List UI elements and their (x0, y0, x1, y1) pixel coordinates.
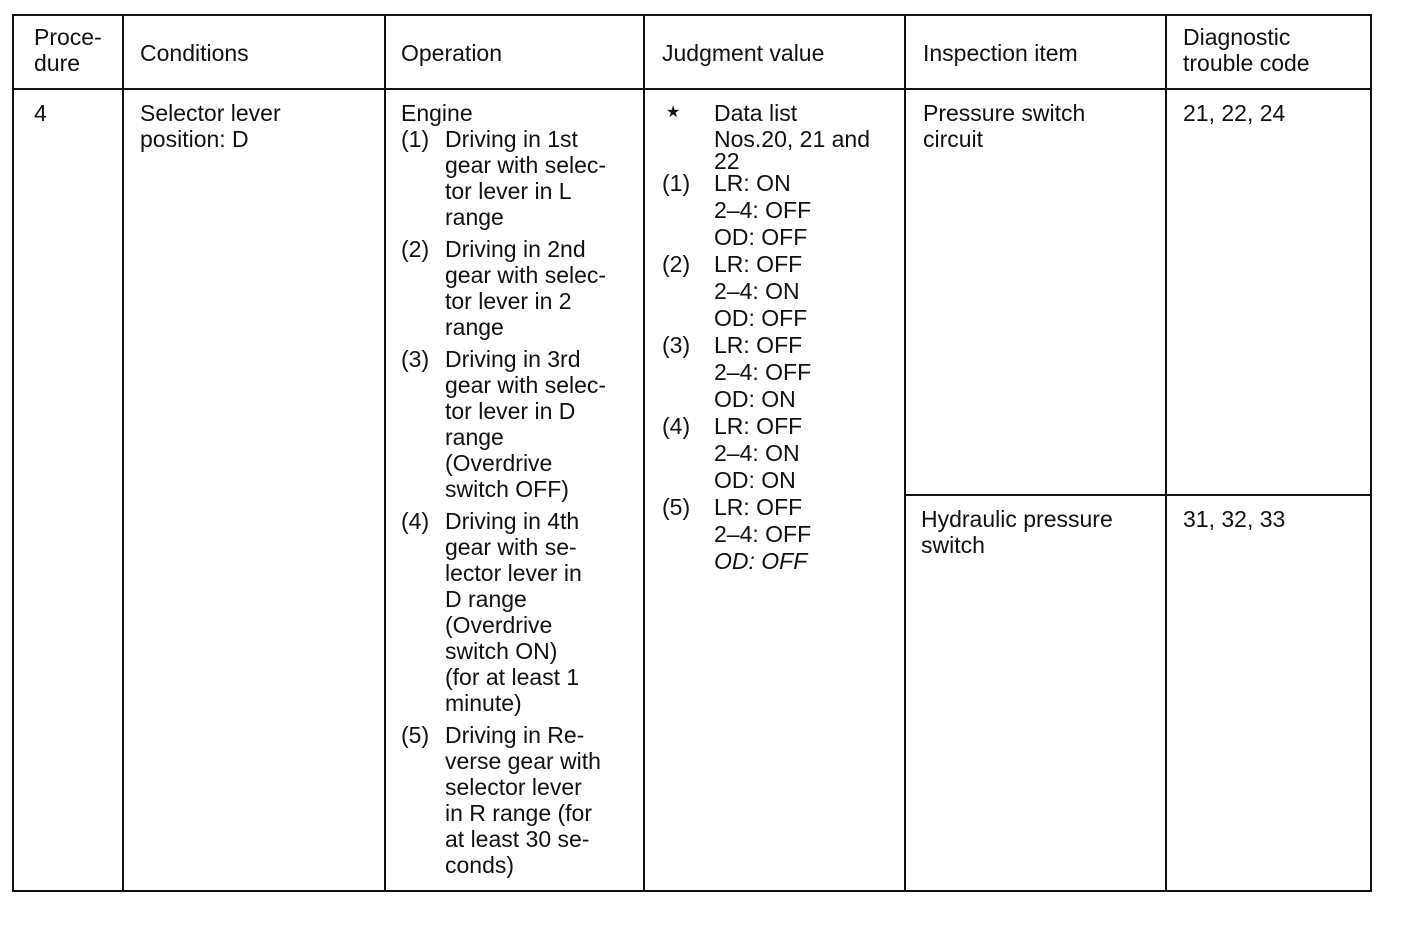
operation-line: tor lever in L (445, 178, 572, 204)
operation-line: Driving in 1st (445, 126, 578, 152)
dtc-1: 21, 22, 24 (1183, 100, 1286, 126)
operation-list (401, 126, 637, 878)
diagnostic-table (12, 14, 1372, 892)
operation-line: conds) (445, 852, 515, 878)
judgment-line: OD: OFF (714, 224, 808, 250)
operation-number: (4) (401, 508, 430, 534)
operation-item (401, 722, 637, 878)
judgment-cell (662, 100, 898, 575)
judgment-line: 2–4: OFF (714, 521, 812, 547)
judgment-line: LR: OFF (714, 413, 803, 439)
operation-number: (5) (401, 722, 430, 748)
operation-line: switch ON) (445, 638, 558, 664)
operation-line: Driving in Re- (445, 722, 585, 748)
inspection-item-1 (923, 100, 1085, 152)
judgment-line: OD: OFF (714, 305, 808, 331)
inspection-line: switch (921, 532, 985, 558)
operation-item (401, 126, 637, 230)
operation-item (401, 508, 637, 716)
operation-line: switch OFF) (445, 476, 569, 502)
operation-line: (Overdrive (445, 612, 553, 638)
operation-line: Driving in 2nd (445, 236, 586, 262)
judgment-line: LR: OFF (714, 332, 803, 358)
inspection-item-2 (921, 506, 1113, 558)
col-divider (643, 16, 645, 890)
operation-line: D range (445, 586, 527, 612)
judgment-number: (2) (662, 251, 691, 277)
judgment-item (662, 332, 898, 413)
operation-item (401, 346, 637, 502)
operation-line: at least 30 se- (445, 826, 590, 852)
judgment-line: OD: ON (714, 386, 796, 412)
judgment-line: LR: ON (714, 170, 791, 196)
col-divider (384, 16, 386, 890)
inspection-line: Pressure switch (923, 100, 1086, 126)
header-procedure-line1: Proce- (34, 24, 102, 50)
operation-title: Engine (401, 100, 473, 126)
operation-number: (2) (401, 236, 430, 262)
procedure-number: 4 (34, 100, 47, 126)
judgment-number: (3) (662, 332, 691, 358)
header-dtc-line1: Diagnostic (1183, 24, 1291, 50)
inspection-line: Hydraulic pressure (921, 506, 1113, 532)
judgment-number: (5) (662, 494, 691, 520)
judgment-intro (662, 100, 898, 174)
operation-line: gear with selec- (445, 262, 607, 288)
judgment-line: LR: OFF (714, 494, 803, 520)
inspection-line: circuit (923, 126, 984, 152)
operation-line: tor lever in D (445, 398, 576, 424)
operation-line: range (445, 314, 504, 340)
header-conditions: Conditions (140, 40, 249, 66)
header-dtc (1183, 24, 1310, 76)
operation-line: Driving in 4th (445, 508, 580, 534)
judgment-line: OD: ON (714, 467, 796, 493)
header-dtc-line2: trouble code (1183, 50, 1310, 76)
judgment-intro-line: Data list (714, 100, 798, 126)
operation-cell (401, 100, 637, 878)
dtc-2: 31, 32, 33 (1183, 506, 1286, 532)
operation-line: gear with selec- (445, 152, 607, 178)
header-procedure-line2: dure (34, 50, 81, 76)
operation-line: lector lever in (445, 560, 582, 586)
row-split-divider (904, 494, 1370, 496)
judgment-line: 2–4: ON (714, 278, 800, 304)
conditions-line: Selector lever (140, 100, 281, 126)
operation-line: in R range (for (445, 800, 593, 826)
judgment-intro-line: Nos.20, 21 and (714, 126, 871, 152)
operation-line: (for at least 1 (445, 664, 580, 690)
conditions-line: position: D (140, 126, 249, 152)
judgment-list (662, 170, 898, 575)
header-procedure (34, 24, 118, 76)
judgment-line: OD: OFF (714, 548, 808, 574)
operation-line: Driving in 3rd (445, 346, 581, 372)
col-divider (904, 16, 906, 890)
judgment-line: 2–4: ON (714, 440, 800, 466)
operation-line: (Overdrive (445, 450, 553, 476)
operation-number: (3) (401, 346, 430, 372)
header-operation: Operation (401, 40, 503, 66)
star-icon: ★ (666, 104, 681, 121)
operation-item (401, 236, 637, 340)
operation-line: tor lever in 2 (445, 288, 572, 314)
judgment-line: 2–4: OFF (714, 359, 812, 385)
judgment-line: 2–4: OFF (714, 197, 812, 223)
judgment-item (662, 251, 898, 332)
judgment-line: LR: OFF (714, 251, 803, 277)
judgment-number: (1) (662, 170, 691, 196)
judgment-item (662, 413, 898, 494)
conditions-cell (140, 100, 281, 152)
header-judgment-value: Judgment value (662, 40, 825, 66)
operation-line: gear with selec- (445, 372, 607, 398)
judgment-item (662, 494, 898, 575)
header-divider (14, 88, 1370, 90)
judgment-number: (4) (662, 413, 691, 439)
judgment-intro-line: 22 (714, 148, 740, 174)
col-divider (1165, 16, 1167, 890)
header-inspection-item: Inspection item (923, 40, 1078, 66)
operation-line: verse gear with (445, 748, 601, 774)
operation-line: selector lever (445, 774, 582, 800)
operation-line: range (445, 204, 504, 230)
col-divider (122, 16, 124, 890)
operation-line: range (445, 424, 504, 450)
operation-number: (1) (401, 126, 430, 152)
operation-line: gear with se- (445, 534, 577, 560)
operation-line: minute) (445, 690, 522, 716)
judgment-item (662, 170, 898, 251)
